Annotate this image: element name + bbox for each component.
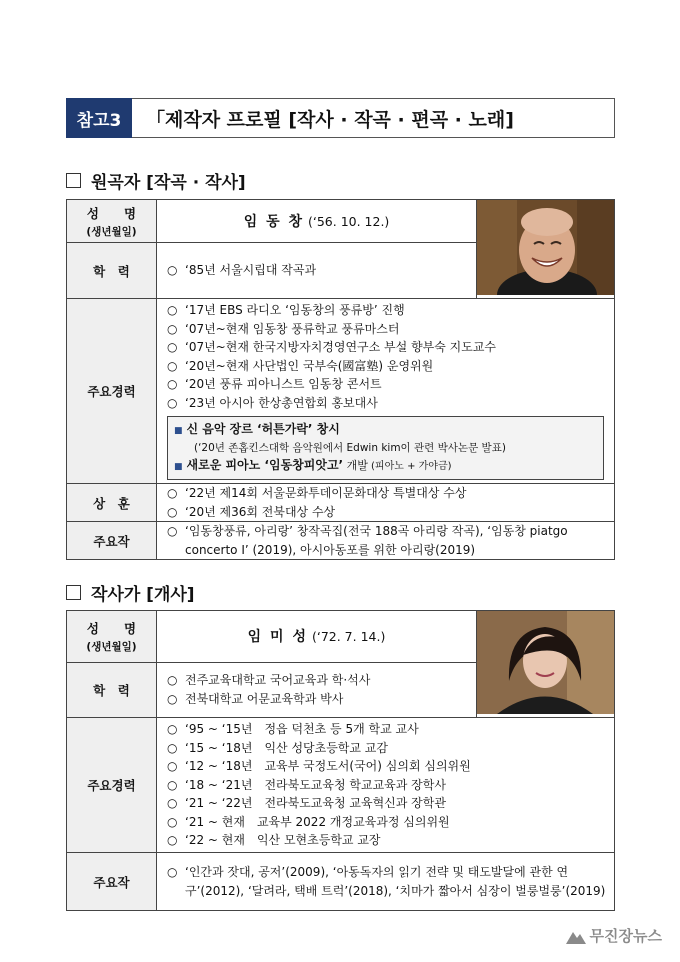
career-label: 주요경력 bbox=[67, 718, 157, 853]
name-cell bbox=[157, 200, 477, 243]
list-item: ○ ‘임동창풍류, 아리랑’ 창작곡집(전국 188곡 아리랑 작곡), ‘임동창 piatgo concerto I’ (2019), 아시아동포를 위한 아리랑(2019) bbox=[167, 524, 568, 557]
list-item: ○ ‘07년~현재 한국지방자치경영연구소 부설 향부숙 지도교수 bbox=[167, 340, 497, 354]
name-label: 성 명 bbox=[86, 620, 137, 636]
person-name: 임 미 성 bbox=[247, 629, 308, 646]
highlight-line-2-note: (피아노 + 가야금) bbox=[367, 461, 452, 472]
watermark bbox=[566, 925, 662, 946]
portrait-photo bbox=[477, 200, 615, 299]
list-item: ○ ‘22 ~ 현재 익산 모현초등학교 교장 bbox=[167, 833, 381, 848]
list-item: ○ ‘21 ~ 현재 교육부 2022 개정교육과정 심의위원 bbox=[167, 814, 450, 829]
highlight-line-1-sub: (‘20년 존홉킨스대학 음악원에서 Edwin kim이 관련 박사논문 발표) bbox=[194, 442, 506, 454]
works-cell bbox=[157, 853, 615, 911]
list-item: ○ ‘18 ~ ‘21년 전라북도교육청 학교교육과 장학사 bbox=[167, 777, 446, 792]
list-item: ○ ‘22년 제14회 서울문화투데이문화대상 특별대상 수상 bbox=[167, 486, 467, 500]
works-cell bbox=[157, 522, 615, 560]
section-title: 작사가 [개사] bbox=[91, 585, 195, 605]
watermark-text: 무진장뉴스 bbox=[589, 927, 662, 945]
birth-date: (‘56. 10. 12.) bbox=[308, 214, 390, 230]
birth-label: (생년월일) bbox=[86, 640, 137, 653]
works-label: 주요작 bbox=[67, 853, 157, 911]
portrait-photo bbox=[477, 611, 615, 718]
career-cell bbox=[157, 718, 615, 853]
lyricist-profile-table bbox=[66, 610, 615, 911]
reference-badge: 참고3 bbox=[66, 98, 132, 138]
checkbox-icon bbox=[66, 173, 81, 188]
mountain-logo-icon bbox=[566, 928, 586, 944]
education-cell bbox=[157, 243, 477, 299]
list-item: ○ ‘85년 서울시립대 작곡과 bbox=[167, 263, 317, 278]
career-cell bbox=[157, 299, 615, 484]
works-label: 주요작 bbox=[67, 522, 157, 560]
awards-label: 상 훈 bbox=[67, 484, 157, 522]
list-item: ○ ‘인간과 잣대, 공저’(2009), ‘아동독자의 읽기 전략 및 태도발달에 관한 연구’(2012), ‘달려라, 택배 트럭’(2018), ‘치마가 짧아서 심장이 벌룽벌룽’(2019) bbox=[167, 865, 606, 898]
list-item: ○ ‘20년 풍류 피아니스트 임동창 콘서트 bbox=[167, 377, 382, 391]
reference-header bbox=[66, 98, 615, 138]
list-item: ○ ‘20년 제36회 전북대상 수상 bbox=[167, 504, 336, 519]
section-title: 원곡자 [작곡 · 작사] bbox=[91, 173, 246, 193]
career-label: 주요경력 bbox=[67, 299, 157, 484]
highlight-box bbox=[167, 416, 604, 480]
list-item: ○ ‘95 ~ ‘15년 정읍 덕천초 등 5개 학교 교사 bbox=[167, 722, 419, 737]
list-item: ○ ‘15 ~ ‘18년 익산 성당초등학교 교감 bbox=[167, 740, 388, 755]
list-item: ○ ‘20년~현재 사단법인 국부숙(國富塾) 운영위원 bbox=[167, 358, 434, 373]
birth-date: (‘72. 7. 14.) bbox=[311, 629, 386, 645]
highlight-line-2: 새로운 피아노 ‘임동창피앗고’ bbox=[186, 458, 344, 472]
awards-cell bbox=[157, 484, 615, 522]
square-bullet-icon: ■ bbox=[174, 426, 183, 436]
education-label: 학 력 bbox=[67, 243, 157, 299]
person-name: 임 동 창 bbox=[243, 214, 305, 231]
name-label-cell bbox=[67, 200, 157, 243]
composer-profile-table bbox=[66, 199, 615, 560]
portrait-image bbox=[477, 200, 614, 295]
name-label-cell bbox=[67, 611, 157, 663]
list-item: ○ ‘23년 아시아 한상총연합회 홍보대사 bbox=[167, 395, 378, 410]
list-item: ○ 전주교육대학교 국어교육과 학·석사 bbox=[167, 673, 371, 688]
list-item: ○ ‘07년~현재 임동창 풍류학교 풍류마스터 bbox=[167, 321, 400, 336]
section-heading-lyricist bbox=[66, 580, 195, 605]
highlight-line-1: 신 음악 장르 ‘허튼가락’ 창시 bbox=[186, 422, 340, 436]
list-item: ○ ‘17년 EBS 라디오 ‘임동창의 풍류방’ 진행 bbox=[167, 303, 405, 317]
name-label: 성 명 bbox=[86, 205, 137, 221]
list-item: ○ ‘21 ~ ‘22년 전라북도교육청 교육혁신과 장학관 bbox=[167, 796, 446, 811]
list-item: ○ ‘12 ~ ‘18년 교육부 국정도서(국어) 심의회 심의위원 bbox=[167, 759, 471, 774]
list-item: ○ 전북대학교 어문교육학과 박사 bbox=[167, 691, 344, 706]
highlight-line-2-tail: 개발 bbox=[343, 459, 368, 472]
checkbox-icon bbox=[66, 585, 81, 600]
education-label: 학 력 bbox=[67, 662, 157, 717]
education-cell bbox=[157, 662, 477, 717]
section-heading-composer bbox=[66, 168, 246, 193]
portrait-image bbox=[477, 611, 614, 714]
reference-title: 「제작자 프로필 [작사 · 작곡 · 편곡 · 노래] bbox=[132, 98, 615, 138]
square-bullet-icon: ■ bbox=[174, 462, 183, 472]
name-cell bbox=[157, 611, 477, 663]
birth-label: (생년월일) bbox=[86, 225, 137, 238]
